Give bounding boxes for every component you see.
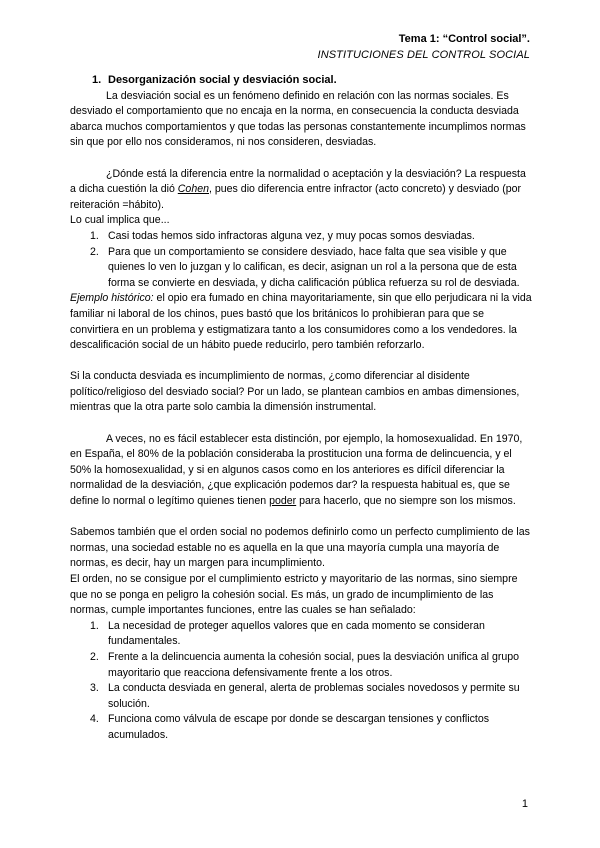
list-item-text: Casi todas hemos sido infractoras alguna vez, y muy pocas somos desviadas. <box>108 229 475 242</box>
list-item <box>70 229 532 245</box>
header-title: Tema 1: “Control social”. <box>398 33 530 45</box>
section-heading <box>92 73 532 89</box>
term-poder: poder <box>269 495 297 508</box>
blank-line <box>70 354 532 370</box>
example-label: Ejemplo histórico: <box>70 292 154 305</box>
list-item-text: Frente a la delincuencia aumenta la cohesión social, pues la desviación unifica al grupo mayoritario que reacciona defensivamente frente a los otros. <box>108 650 520 679</box>
list-item <box>70 681 532 712</box>
list-item-text: Para que un comportamiento se considere desviado, hace falta que sea visible y que quienes lo ven lo juzgan y lo califican, es decir, asignan un rol a la persona que de esta forma se convierte en desviada, y dicha calificación pública refuerza su rol de desviada. <box>108 245 520 289</box>
list-marker: 1. <box>90 619 99 632</box>
paragraph-cohen-text-1: ¿Dónde está la diferencia entre la normalidad o aceptación y la desviación? La respuesta a dicha cuestión la dió <box>70 167 526 196</box>
blank-line <box>70 151 532 167</box>
paragraph-example <box>70 291 532 353</box>
list-item <box>70 245 532 292</box>
paragraph-cohen-text-2: , pues dio diferencia entre infractor (acto concreto) y desviado (por reiteración =hábito). <box>70 183 522 211</box>
list-item <box>70 712 532 743</box>
list-item-text: Funciona como válvula de escape por donde se descargan tensiones y conflictos acumulados. <box>108 713 490 741</box>
paragraph-order-functions: El orden, no se consigue por el cumplimiento estricto y mayoritario de las normas, sino siempre que no se ponga en peligro la cohesión social. Es más, un grado de incumplimiento de las normas, cumple importantes funciones, entre las cuales se han señalado: <box>70 573 518 617</box>
author-cohen: Cohen <box>177 183 209 196</box>
document-body <box>70 73 532 744</box>
paragraph-cohen <box>70 167 532 214</box>
list-marker: 1. <box>90 229 99 242</box>
section-title: Desorganización social y desviación social. <box>108 74 337 86</box>
paragraph-definition: La desviación social es un fenómeno definido en relación con las normas sociales. Es desviado el comportamiento que no encaja en la norma, en consecuencia la conducta desviada abarca muchos comportamientos y que todas las personas constantemente incumplimos normas sin que por ello nos consideramos, ni nos consideren, desviadas. <box>70 89 526 149</box>
paragraph-homosexuality-text-1: A veces, no es fácil establecer esta distinción, por ejemplo, la homosexualidad. En 1970, en España, el 80% de la población consideraba la prostitucion una forma de delincuencia, y el 50% la homosexualidad, y si en algunos casos como en los anteriores es difícil diferenciar la normalidad de la desviación, ¿que explicación podemos dar? la respuesta habitual es, que se define lo normal o legítimo quienes tienen <box>70 432 523 508</box>
paragraph-implies: Lo cual implica que... <box>70 214 170 227</box>
list-item-text: La necesidad de proteger aquellos valores que en cada momento se consideran fundamentales. <box>108 619 485 648</box>
list-item-text: La conducta desviada en general, alerta de problemas sociales novedosos y permite su solución. <box>108 682 520 710</box>
paragraph-homosexuality-text-2: para hacerlo, que no siempre son los mismos. <box>296 495 516 508</box>
list-item <box>70 650 532 681</box>
paragraph-social-order: Sabemos también que el orden social no podemos definirlo como un perfecto cumplimiento de las normas, una sociedad estable no es aquella en la que una mayoría cumpla una mayoría de normas, es decir, hay un margen para incumplimiento. <box>70 526 530 570</box>
list-item <box>70 619 532 650</box>
list-marker: 3. <box>90 682 99 695</box>
list-marker: 2. <box>90 650 99 663</box>
page-number: 1 <box>521 798 528 810</box>
functions-list <box>70 619 532 744</box>
blank-line <box>70 510 532 526</box>
section-number: 1. <box>92 74 102 86</box>
list-marker: 4. <box>90 713 99 726</box>
paragraph-homosexuality <box>70 432 532 510</box>
list-marker: 2. <box>90 245 99 258</box>
header-subtitle: INSTITUCIONES DEL CONTROL SOCIAL <box>317 49 530 61</box>
blank-line <box>70 416 532 432</box>
paragraph-dissident: Si la conducta desviada es incumplimiento de normas, ¿como diferenciar al disidente político/religioso del desviado social? Por un lado, se plantean cambios en ambas dimensiones, mientras que la otra parte solo cambia la dimensión instrumental. <box>70 370 520 414</box>
implications-list <box>70 229 532 291</box>
example-text: el opio era fumado en china mayoritariamente, sin que ello perjudicara ni la vida familiar ni laboral de los chinos, pues bastó que los británicos lo prohibieran para que se convirtiera en un problema y estigmatizara tanto a los consumidores como a los vendedores. la descalificación social de un hábito puede reducirlo, pero también reforzarlo. <box>70 292 532 352</box>
